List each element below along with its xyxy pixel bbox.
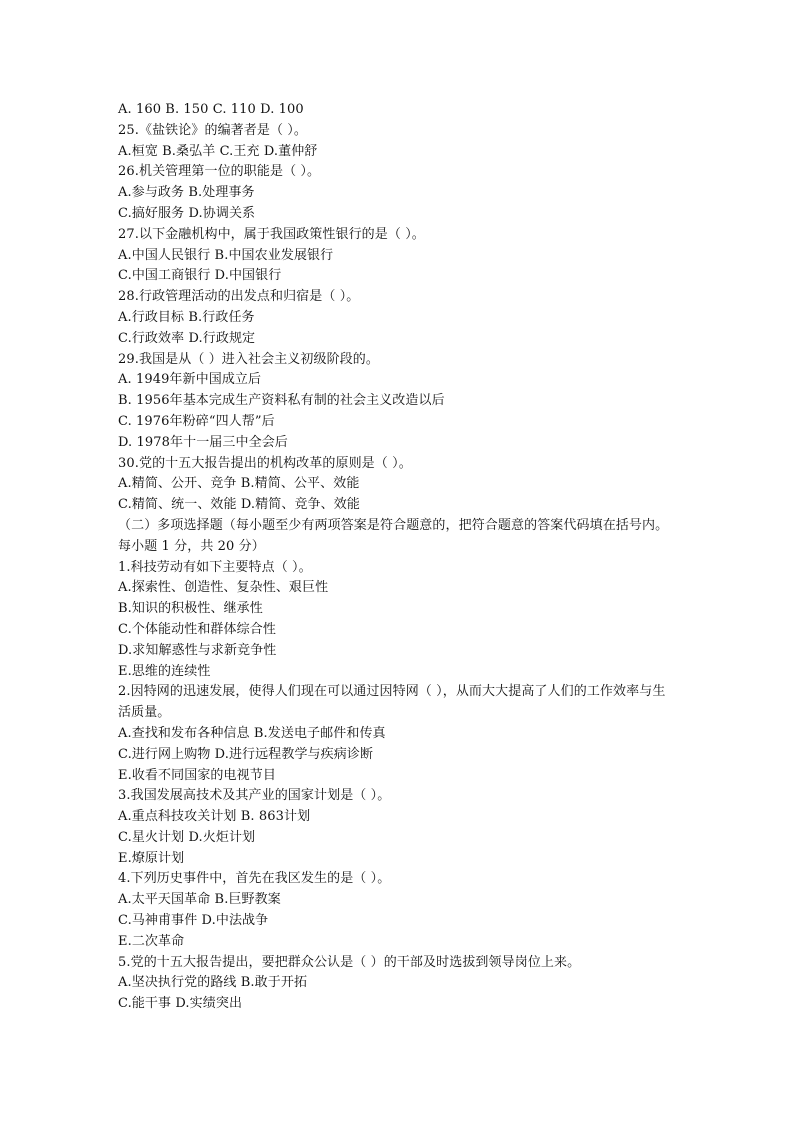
text-line: A.探索性、创造性、复杂性、艰巨性 (118, 580, 329, 596)
text-line: B. 1956年基本完成生产资料私有制的社会主义改造以后 (118, 393, 445, 409)
text-line: 28.行政管理活动的出发点和归宿是（ ）。 (118, 289, 360, 305)
document-body (118, 100, 678, 1015)
text-line: E.二次革命 (118, 933, 185, 949)
text-line: A.重点科技攻关计划 B. 863计划 (118, 809, 311, 825)
text-line: C.搞好服务 D.协调关系 (118, 205, 256, 221)
text-line: D.求知解惑性与求新竞争性 (118, 642, 277, 658)
text-line: E.收看不同国家的电视节目 (118, 767, 276, 783)
text-line: A.参与政务 B.处理事务 (118, 185, 255, 201)
text-line: C.星火计划 D.火炬计划 (118, 829, 256, 845)
text-line: A.查找和发布各种信息 B.发送电子邮件和传真 (118, 725, 386, 741)
text-line: A.坚决执行党的路线 B.敢于开拓 (118, 975, 308, 991)
text-line: A. 1949年新中国成立后 (118, 372, 262, 388)
text-line: C.进行网上购物 D.进行远程教学与疾病诊断 (118, 746, 374, 762)
text-line: C.行政效率 D.行政规定 (118, 330, 256, 346)
text-line: C.中国工商银行 D.中国银行 (118, 268, 282, 284)
text-line: E.燎原计划 (118, 850, 185, 866)
text-line: 3.我国发展高技术及其产业的国家计划是（ ）。 (118, 788, 391, 804)
text-line: D. 1978年十一届三中全会后 (118, 434, 288, 450)
text-line: 2.因特网的迅速发展，使得人们现在可以通过因特网（ ），从而大大提高了人们的工作效率与生活质量。 (118, 684, 666, 721)
text-line: 25.《盐铁论》的编著者是（ ）。 (118, 122, 308, 138)
text-line: C.马神甫事件 D.中法战争 (118, 913, 269, 929)
text-line: 5.党的十五大报告提出，要把群众公认是（ ）的干部及时选拔到领导岗位上来。 (118, 954, 581, 970)
text-line: 4.下列历史事件中，首先在我区发生的是（ ）。 (118, 871, 391, 887)
text-line: C.能干事 D.实绩突出 (118, 996, 243, 1012)
text-line: 1.科技劳动有如下主要特点（ ）。 (118, 559, 312, 575)
section-heading: （二）多项选择题（每小题至少有两项答案是符合题意的，把符合题意的答案代码填在括号内。每小题 1 分，共 20 分） (118, 517, 669, 554)
text-line: A. 160 B. 150 C. 110 D. 100 (118, 102, 304, 117)
text-line: 27.以下金融机构中，属于我国政策性银行的是（ ）。 (118, 226, 425, 242)
text-line: A.太平天国革命 B.巨野教案 (118, 892, 281, 908)
text-line: E.思维的连续性 (118, 663, 211, 679)
text-line: C.精简、统一、效能 D.精简、竞争、效能 (118, 497, 360, 513)
text-line: 29.我国是从（ ）进入社会主义初级阶段的。 (118, 351, 380, 367)
text-line: A.行政目标 B.行政任务 (118, 309, 255, 325)
text-line: 30.党的十五大报告提出的机构改革的原则是（ ）。 (118, 455, 412, 471)
text-line: C.个体能动性和群体综合性 (118, 621, 276, 637)
text-line: B.知识的积极性、继承性 (118, 601, 263, 617)
text-line: A.桓宽 B.桑弘羊 C.王充 D.董仲舒 (118, 143, 318, 159)
text-line: 26.机关管理第一位的职能是（ ）。 (118, 164, 321, 180)
text-line: A.中国人民银行 B.中国农业发展银行 (118, 247, 334, 263)
text-line: A.精简、公开、竞争 B.精简、公平、效能 (118, 476, 360, 492)
text-line: C. 1976年粉碎“四人帮”后 (118, 413, 275, 429)
